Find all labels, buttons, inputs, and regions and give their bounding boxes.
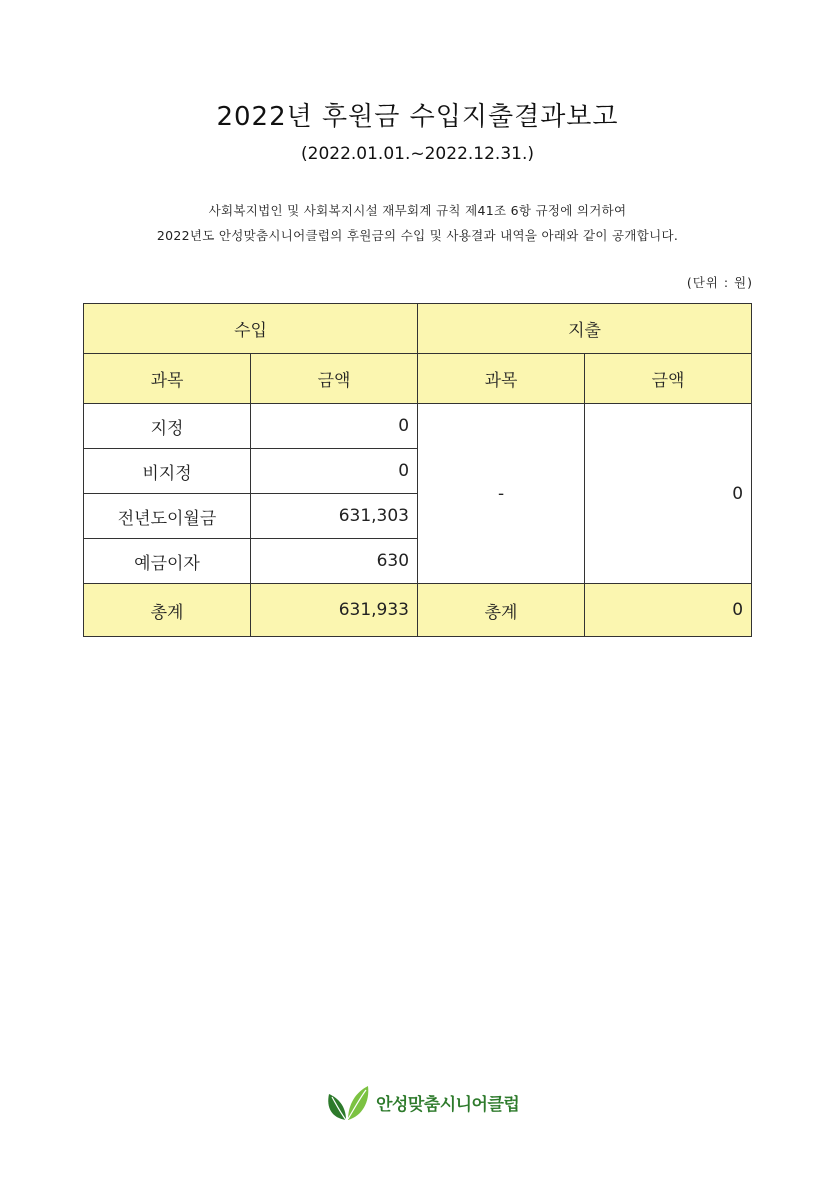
income-total-amount: 631,933 <box>251 584 418 637</box>
report-period: (2022.01.01.~2022.12.31.) <box>301 144 534 164</box>
expense-subject-header: 과목 <box>418 354 585 404</box>
expense-amount: 0 <box>585 404 752 584</box>
income-header: 수입 <box>84 304 418 354</box>
page-title: 2022년 후원금 수입지출결과보고 <box>216 102 619 132</box>
leaf-icon <box>326 1082 370 1122</box>
income-amount: 0 <box>251 449 418 494</box>
income-subject: 비지정 <box>84 449 251 494</box>
logo-text: 안성맞춤시니어클럽 <box>376 1094 520 1115</box>
intro-line-1: 사회복지법인 및 사회복지시설 재무회계 규칙 제41조 6항 규정에 의거하여 <box>208 203 627 218</box>
income-amount: 0 <box>251 404 418 449</box>
expense-amount-header: 금액 <box>585 354 752 404</box>
table-row <box>84 404 752 449</box>
total-row <box>84 584 752 637</box>
income-amount-header: 금액 <box>251 354 418 404</box>
income-subject: 전년도이월금 <box>84 494 251 539</box>
expense-subject: - <box>418 404 585 584</box>
income-subject: 예금이자 <box>84 539 251 584</box>
intro-line-2: 2022년도 안성맞춤시니어클럽의 후원금의 수입 및 사용결과 내역을 아래와 같이 공개합니다. <box>156 228 679 243</box>
unit-label: (단위 : 원) <box>686 275 753 290</box>
organization-logo <box>326 1082 519 1122</box>
income-subject: 지정 <box>84 404 251 449</box>
income-subject-header: 과목 <box>84 354 251 404</box>
income-expense-table <box>83 303 752 637</box>
expense-total-label: 총계 <box>418 584 585 637</box>
income-total-label: 총계 <box>84 584 251 637</box>
income-amount: 630 <box>251 539 418 584</box>
income-amount: 631,303 <box>251 494 418 539</box>
expense-header: 지출 <box>418 304 752 354</box>
expense-total-amount: 0 <box>585 584 752 637</box>
